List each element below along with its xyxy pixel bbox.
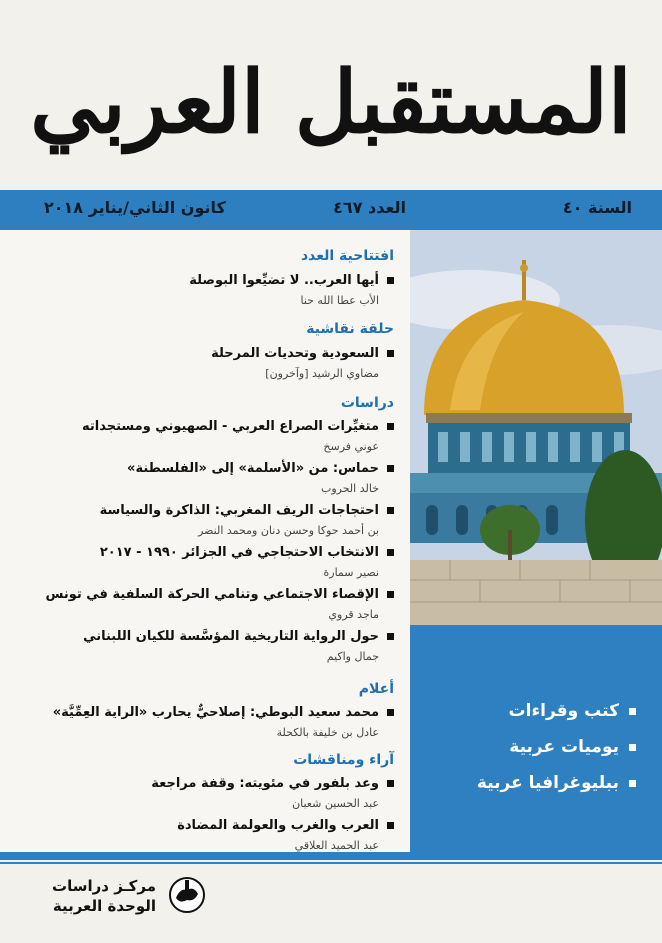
article-author: جمال واكيم [326, 650, 379, 663]
article-author: عبد الحميد العلاقي [294, 839, 379, 852]
bullet-square-icon [387, 423, 394, 430]
article-title[interactable]: العرب والغرب والعولمة المضادة [177, 818, 394, 833]
article-author: عوني فرسخ [323, 440, 379, 453]
footer-divider-thin [0, 862, 662, 864]
bullet-square-icon [629, 708, 636, 715]
publisher-line-2: الوحدة العربية [52, 897, 156, 915]
publisher-line-1: مركـز دراسات [52, 877, 156, 895]
bullet-square-icon [387, 780, 394, 787]
issue-date: كانون الثاني/يناير ٢٠١٨ [44, 198, 226, 217]
issue-info-bar [0, 190, 662, 230]
side-panel [410, 625, 662, 852]
table-of-contents [0, 230, 410, 852]
bullet-square-icon [387, 507, 394, 514]
article-author: خالد الحروب [320, 482, 379, 495]
article-author: بن أحمد حوكا وحسن دنان ومحمد النضر [198, 524, 379, 537]
section-heading-figures: أعلام [358, 681, 394, 697]
article-title[interactable]: احتجاجات الريف المغربي: الذاكرة والسياسة [100, 503, 394, 518]
volume-year: السنة ٤٠ [562, 198, 632, 217]
article-title[interactable]: السعودية وتحديات المرحلة [211, 346, 394, 361]
article-title[interactable]: حماس: من «الأسلمة» إلى «الفلسطنة» [127, 461, 394, 476]
side-item-books[interactable]: كتب وقراءات [509, 701, 636, 721]
magazine-title: المستقبل العربي [30, 52, 632, 153]
article-title[interactable]: متغيِّرات الصراع العربي - الصهيوني ومستجداته [82, 419, 394, 434]
section-heading-panel: حلقة نقاشية [306, 321, 394, 337]
bullet-square-icon [387, 633, 394, 640]
bullet-square-icon [387, 822, 394, 829]
publisher-logo-icon [168, 876, 206, 914]
issue-number: العدد ٤٦٧ [333, 198, 406, 217]
article-title[interactable]: أيها العرب.. لا تضيِّعوا البوصلة [189, 273, 394, 288]
bullet-square-icon [387, 350, 394, 357]
article-author: مضاوي الرشيد [وآخرون] [265, 367, 379, 380]
publisher-name [36, 876, 156, 916]
article-author: عادل بن خليفة بالكحلة [276, 726, 379, 739]
bullet-square-icon [629, 744, 636, 751]
bullet-square-icon [387, 549, 394, 556]
side-item-diaries[interactable]: يوميات عربية [509, 737, 636, 757]
bullet-square-icon [387, 591, 394, 598]
bullet-square-icon [629, 780, 636, 787]
bullet-square-icon [387, 709, 394, 716]
bullet-square-icon [387, 465, 394, 472]
masthead [0, 0, 662, 190]
article-author: ماجد قروي [328, 608, 379, 621]
bullet-square-icon [387, 277, 394, 284]
article-title[interactable]: الانتخاب الاحتجاجي في الجزائر ١٩٩٠ - ٢٠١٧ [100, 545, 394, 560]
section-heading-opinions: آراء ومناقشات [293, 752, 394, 768]
dome-of-the-rock-photo [410, 230, 662, 625]
side-item-bibliography[interactable]: ببليوغرافيا عربية [477, 773, 636, 793]
article-author: الأب عطا الله حنا [300, 294, 379, 307]
article-title[interactable]: الإقصاء الاجتماعي وتنامي الحركة السلفية في تونس [45, 587, 394, 602]
dome-photo-illustration [410, 230, 662, 625]
article-title[interactable]: وعد بلفور في مئويته: وقفة مراجعة [151, 776, 394, 791]
article-author: عبد الحسين شعبان [292, 797, 379, 810]
article-author: نصير سمارة [323, 566, 379, 579]
footer-divider [0, 852, 662, 860]
article-title[interactable]: حول الرواية التاريخية المؤسَّسة للكيان اللبناني [83, 629, 394, 644]
article-title[interactable]: محمد سعيد البوطي: إصلاحيٌّ يحارب «الراية العِمِّيَّة» [53, 705, 394, 720]
section-heading-editorial: افتتاحية العدد [300, 248, 394, 264]
section-heading-studies: دراسات [340, 395, 394, 411]
